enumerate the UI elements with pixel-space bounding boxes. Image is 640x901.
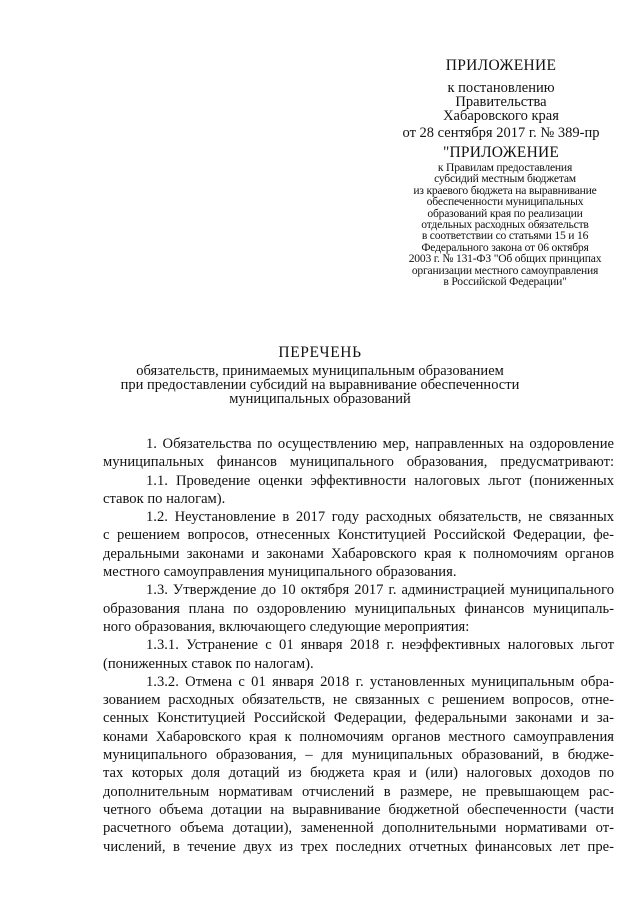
subtitle-line: при предоставлении субсидий на выравнивание обеспеченности — [120, 377, 520, 394]
body-line: 1.3.1. Устранение с 01 января 2018 г. неэффективных налоговых льгот — [146, 637, 614, 654]
body-line: муниципального образования, – для муниципальных образований, в бюдже- — [103, 747, 614, 764]
appendix-to-resolution: к постановлению — [447, 80, 555, 96]
rules-line: в соответствии со статьями 15 и 16 — [421, 229, 589, 243]
body-line: местного самоуправления муниципального образования. — [103, 564, 457, 581]
body-line: дополнительным нормативам отчислений в размере, не превышающем рас- — [103, 783, 614, 800]
body-line: 1.2. Неустановление в 2017 году расходных обязательств, не связанных — [146, 509, 614, 526]
body-line: образования плана по оздоровлению муниципальных финансов муниципаль- — [103, 600, 614, 617]
body-line: 1.3.2. Отмена с 01 января 2018 г. установленных муниципальным обра- — [146, 673, 614, 690]
appendix-title: ПРИЛОЖЕНИЕ — [445, 57, 557, 74]
rules-line: субсидий местным бюджетам — [434, 172, 576, 186]
body-line: четного объема дотации на выравнивание бюджетной обеспеченности (части — [103, 801, 614, 818]
document-body — [103, 435, 614, 856]
body-line: 1.3. Утверждение до 10 октября 2017 г. администрацией муниципального — [146, 582, 614, 599]
appendix-date-number: от 28 сентября 2017 г. № 389-пр — [402, 125, 600, 141]
body-line: деральными законами и законами Хабаровского края к полномочиям органов — [103, 545, 614, 562]
appendix-region: Хабаровского края — [443, 108, 559, 124]
body-line: сенных Конституцией Российской Федерации, федеральными законами и за- — [103, 710, 614, 727]
rules-line: в Российской Федерации" — [443, 275, 567, 289]
appendix-government: Правительства — [455, 94, 547, 110]
body-line: числений, в течение двух из трех последних отчетных финансовых лет пре- — [103, 838, 614, 855]
rules-reference — [396, 162, 614, 287]
rules-line: из краевого бюджета на выравнивание — [413, 183, 597, 197]
rules-line: обеспеченности муниципальных — [426, 195, 584, 209]
body-line: тах которых доля дотаций из бюджета края и (или) налоговых доходов по — [103, 765, 614, 782]
body-line: зованием расходных обязательств, не связанных с решением вопросов, отне- — [103, 692, 614, 709]
subtitle-line: обязательств, принимаемых муниципальным образованием — [136, 363, 504, 379]
body-line: ного образования, включающего следующие мероприятия: — [103, 618, 470, 635]
document-subtitle — [0, 364, 640, 407]
body-line: (пониженных ставок по налогам). — [103, 655, 314, 672]
rules-line: отдельных расходных обязательств — [421, 218, 589, 232]
rules-line: организации местного самоуправления — [411, 263, 599, 277]
body-line: расчетного объема дотации), замененной дополнительными нормативами от- — [103, 820, 614, 837]
body-line: ставок по налогам). — [103, 490, 226, 507]
rules-line: к Правилам предоставления — [437, 161, 573, 174]
rules-line: образований края по реализации — [427, 206, 583, 220]
appendix-quoted-title: "ПРИЛОЖЕНИЕ — [442, 144, 560, 161]
rules-line: 2003 г. № 131-ФЗ "Об общих принципах — [408, 252, 602, 266]
body-line: 1.1. Проведение оценки эффективности налоговых льгот (пониженных — [146, 472, 614, 489]
document-title: ПЕРЕЧЕНЬ — [278, 344, 362, 361]
body-line: конами Хабаровского края к полномочиям органов местного самоуправления — [103, 728, 614, 745]
body-line: с решением вопросов, отнесенных Конституцией Российской Федерации, фе- — [103, 527, 614, 544]
rules-line: Федерального закона от 06 октября — [421, 240, 589, 254]
subtitle-line: муниципальных образований — [229, 391, 411, 408]
body-line: муниципальных финансов муниципального образования, предусматривают: — [103, 454, 614, 471]
body-line: 1. Обязательства по осуществлению мер, направленных на оздоровление — [146, 436, 614, 452]
